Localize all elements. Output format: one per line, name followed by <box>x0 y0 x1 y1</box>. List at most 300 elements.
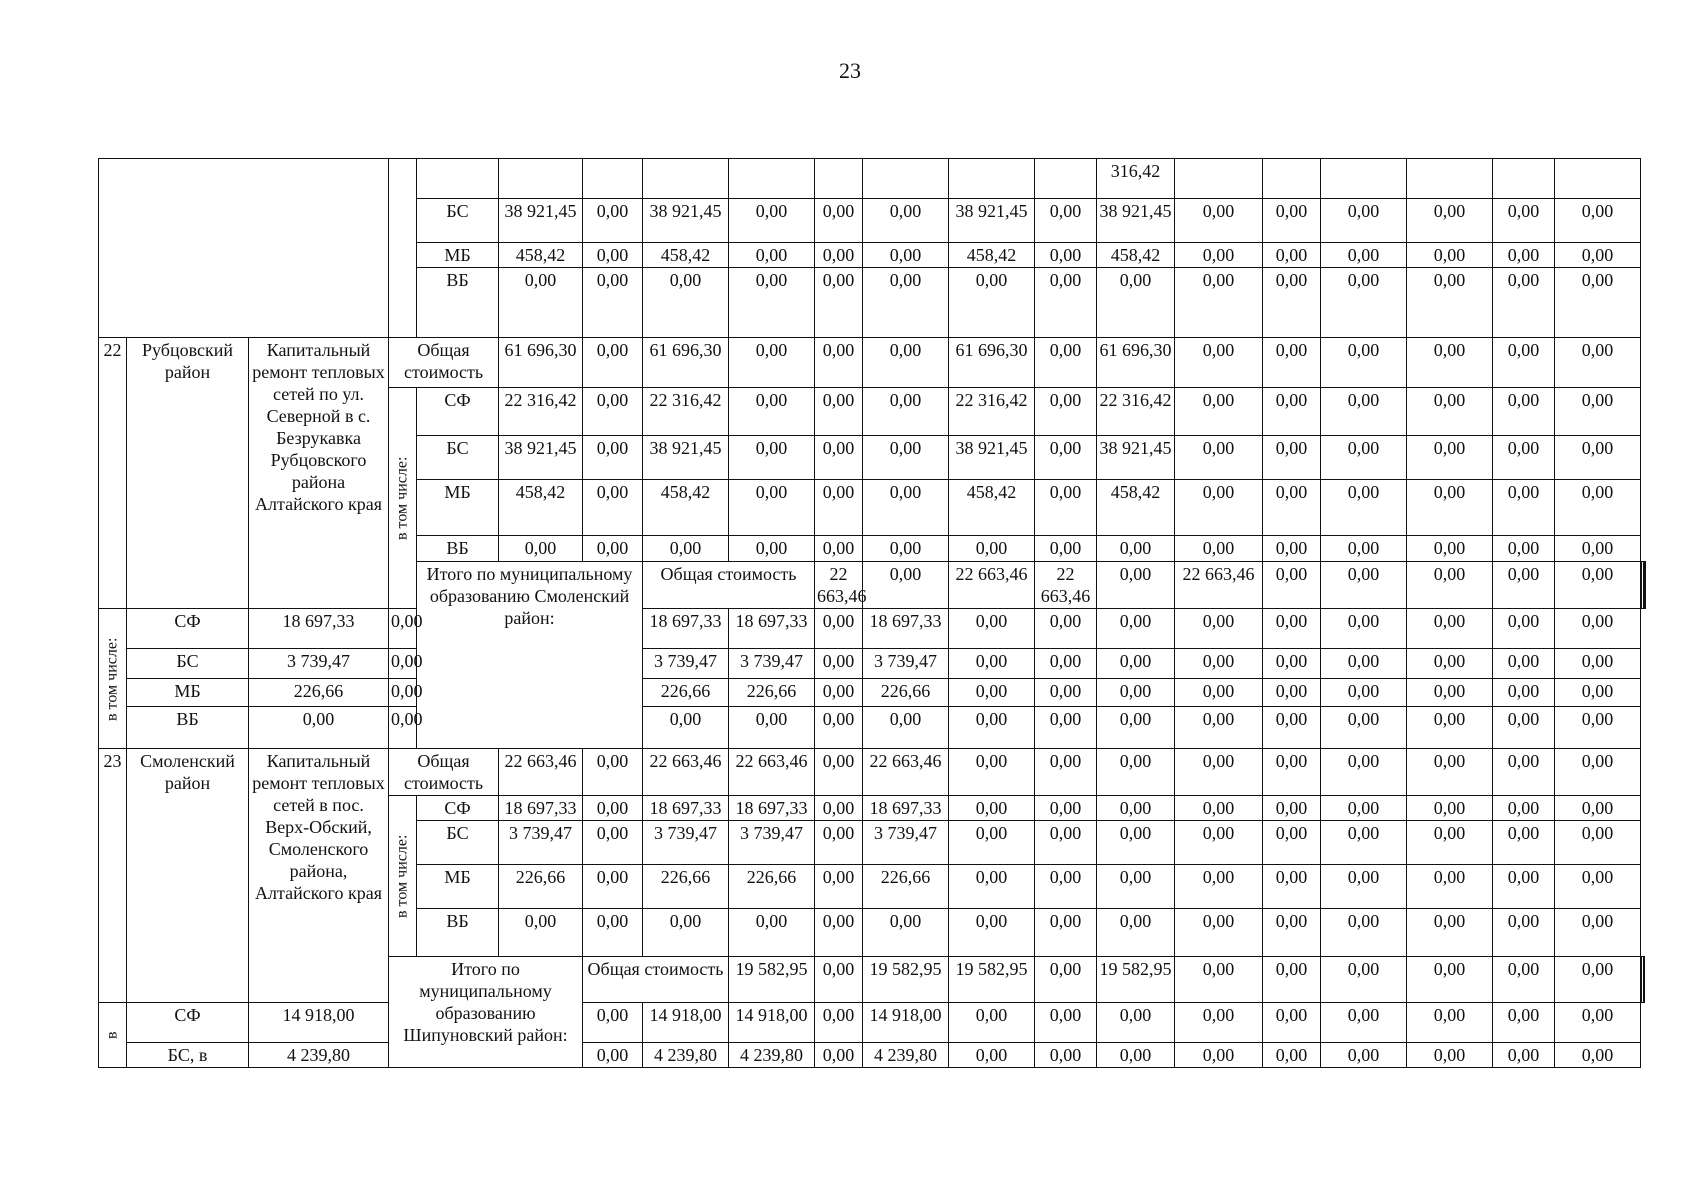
table-cell: 0,00 <box>1493 865 1555 909</box>
total-cost-label: Общая стоимость <box>389 338 499 388</box>
table-cell: 0,00 <box>1097 821 1175 865</box>
table-cell: 458,42 <box>949 480 1035 536</box>
table-cell: 0,00 <box>1035 1003 1097 1043</box>
district-name: Смоленский район <box>127 749 249 1003</box>
table-cell: 4 239,80 <box>863 1043 949 1068</box>
table-cell: 0,00 <box>815 649 863 679</box>
table-cell: 61 696,30 <box>499 338 583 388</box>
table-cell: 0,00 <box>1035 436 1097 480</box>
table-cell: 0,00 <box>1493 707 1555 749</box>
table-cell: 0,00 <box>1555 821 1641 865</box>
table-cell: 0,00 <box>815 536 863 562</box>
table-cell: 22 316,42 <box>499 388 583 436</box>
table-cell: 0,00 <box>1321 749 1407 796</box>
table-row <box>99 679 1646 707</box>
table-cell: 226,66 <box>643 679 729 707</box>
table-cell: 0,00 <box>1407 436 1493 480</box>
table-cell: 0,00 <box>1263 1003 1321 1043</box>
table-cell: 458,42 <box>1097 480 1175 536</box>
table-cell: 0,00 <box>583 199 643 243</box>
object-name: Капитальный ремонт тепловых сетей в пос. Верх-Обский, Смоленского района, Алтайского края <box>249 749 389 1003</box>
table-cell: 0,00 <box>1097 796 1175 821</box>
funding-source-label: ВБ <box>417 268 499 338</box>
table-cell: 0,00 <box>1097 707 1175 749</box>
table-cell: 226,66 <box>729 865 815 909</box>
table-cell: 0,00 <box>949 268 1035 338</box>
table-cell: 0,00 <box>1175 749 1263 796</box>
table-cell: 0,00 <box>815 1043 863 1068</box>
table-cell: 18 697,33 <box>863 609 949 649</box>
table-cell: 0,00 <box>1407 562 1493 609</box>
table-cell: 0,00 <box>1407 707 1493 749</box>
table-cell: 0,00 <box>1175 436 1263 480</box>
table-cell: 458,42 <box>1097 243 1175 268</box>
table-cell: 0,00 <box>1321 609 1407 649</box>
table-cell: 0,00 <box>1321 243 1407 268</box>
table-cell: 0,00 <box>1493 268 1555 338</box>
row-number: 22 <box>99 338 127 609</box>
table-cell: 0,00 <box>863 338 949 388</box>
table-cell: 18 697,33 <box>499 796 583 821</box>
table-cell: 0,00 <box>583 821 643 865</box>
table-cell: 0,00 <box>499 268 583 338</box>
table-cell: 19 582,95 <box>863 957 949 1003</box>
table-cell: 0,00 <box>863 562 949 609</box>
table-cell: 0,00 <box>1321 480 1407 536</box>
table-cell: 0,00 <box>1263 865 1321 909</box>
table-cell: 18 697,33 <box>643 796 729 821</box>
table-cell: 0,00 <box>1263 199 1321 243</box>
table-cell: 0,00 <box>729 909 815 957</box>
table-cell: 0,00 <box>1321 957 1407 1003</box>
table-cell: 0,00 <box>1555 865 1641 909</box>
table-cell: 22 663,46 <box>1175 562 1263 609</box>
object-name: Капитальный ремонт тепловых сетей по ул. Северной в с. Безрукавка Рубцовского района Алтайского края <box>249 338 389 609</box>
table-cell: 22 316,42 <box>1097 388 1175 436</box>
district-name: Рубцовский район <box>127 338 249 609</box>
table-cell: 0,00 <box>643 909 729 957</box>
table-cell: 0,00 <box>1321 199 1407 243</box>
table-cell: 0,00 <box>1321 649 1407 679</box>
table-cell: 0,00 <box>583 1043 643 1068</box>
table-cell: 22 663,46 <box>643 749 729 796</box>
table-cell: 3 739,47 <box>643 821 729 865</box>
table-cell: 0,00 <box>1407 536 1493 562</box>
including-label: в том числе: <box>389 796 417 957</box>
table-cell: 0,00 <box>583 796 643 821</box>
table-cell: 3 739,47 <box>249 649 389 679</box>
table-cell: 22 663,46 <box>729 749 815 796</box>
table-cell: 0,00 <box>815 1003 863 1043</box>
funding-source-label: СФ <box>417 796 499 821</box>
table-cell: 0,00 <box>1263 243 1321 268</box>
table-cell: 0,00 <box>1263 909 1321 957</box>
table-cell: 0,00 <box>1263 821 1321 865</box>
table-cell: 0,00 <box>1263 707 1321 749</box>
blank-cell <box>99 159 389 338</box>
table-cell: 0,00 <box>1321 679 1407 707</box>
table-cell: 0,00 <box>1321 268 1407 338</box>
funding-source-label: СФ <box>127 609 249 649</box>
table-cell: 0,00 <box>1321 909 1407 957</box>
row-number: 23 <box>99 749 127 1003</box>
table-cell: 18 697,33 <box>729 796 815 821</box>
table-cell: 0,00 <box>815 388 863 436</box>
table-cell: 22 316,42 <box>643 388 729 436</box>
table-cell: 0,00 <box>643 268 729 338</box>
table-cell: 0,00 <box>583 338 643 388</box>
table-cell: 0,00 <box>863 909 949 957</box>
table-cell: 4 239,80 <box>729 1043 815 1068</box>
table-cell: 0,00 <box>815 199 863 243</box>
table-cell: 0,00 <box>815 679 863 707</box>
table-cell: 38 921,45 <box>499 199 583 243</box>
table-cell: 0,00 <box>1035 749 1097 796</box>
table-cell: 0,00 <box>1555 707 1641 749</box>
table-cell: 0,00 <box>1407 338 1493 388</box>
table-cell: 22 663,46 <box>1035 562 1097 609</box>
table-cell: 0,00 <box>863 243 949 268</box>
table-cell: 0,00 <box>1097 865 1175 909</box>
table-cell: 0,00 <box>1407 480 1493 536</box>
table-cell: 0,00 <box>643 536 729 562</box>
subtotal-title: Итого по муниципальному образованию Смоленский район: <box>417 562 643 749</box>
table-cell: 38 921,45 <box>1097 436 1175 480</box>
table-cell: 0,00 <box>1035 821 1097 865</box>
table-cell: 0,00 <box>1175 1043 1263 1068</box>
table-cell: 38 921,45 <box>949 436 1035 480</box>
table-cell: 0,00 <box>949 865 1035 909</box>
table-cell: 0,00 <box>1493 562 1555 609</box>
table-cell: 226,66 <box>729 679 815 707</box>
funding-source-label: БС <box>417 436 499 480</box>
table-cell: 0,00 <box>1407 796 1493 821</box>
table-cell: 0,00 <box>1097 609 1175 649</box>
table-cell: 0,00 <box>1555 1003 1641 1043</box>
table-cell: 0,00 <box>1555 1043 1641 1068</box>
table-cell: 0,00 <box>863 536 949 562</box>
table-cell: 0,00 <box>1555 649 1641 679</box>
table-cell: 0,00 <box>1555 536 1641 562</box>
table-cell: 0,00 <box>1493 649 1555 679</box>
table-cell: 458,42 <box>643 480 729 536</box>
table-cell: 19 582,95 <box>729 957 815 1003</box>
table-cell: 0,00 <box>1407 865 1493 909</box>
table-cell: 0,00 <box>729 536 815 562</box>
table-cell: 0,00 <box>1493 199 1555 243</box>
table-row-22-total <box>99 338 1646 388</box>
table-cell: 0,00 <box>1175 707 1263 749</box>
table-cell: 0,00 <box>863 436 949 480</box>
table-cell: 0,00 <box>1175 536 1263 562</box>
table-cell: 0,00 <box>1263 536 1321 562</box>
funding-source-label: БС <box>127 649 249 679</box>
table-cell: 0,00 <box>1407 821 1493 865</box>
table-cell: 0,00 <box>583 749 643 796</box>
table-cell: 0,00 <box>815 909 863 957</box>
table-cell: 0,00 <box>1493 609 1555 649</box>
table-cell: 0,00 <box>1407 749 1493 796</box>
table-cell: 0,00 <box>1493 536 1555 562</box>
table-cell: 22 663,46 <box>949 562 1035 609</box>
table-row <box>99 1043 1646 1068</box>
table-cell: 0,00 <box>949 609 1035 649</box>
table-cell: 0,00 <box>1321 1003 1407 1043</box>
table-cell: 0,00 <box>1035 388 1097 436</box>
table-cell: 316,42 <box>1097 159 1175 199</box>
including-label: в том числе: <box>99 609 127 749</box>
table-row <box>99 1003 1646 1043</box>
table-cell: 14 918,00 <box>643 1003 729 1043</box>
table-cell: 0,00 <box>815 796 863 821</box>
table-cell <box>1643 957 1644 1003</box>
table-cell: 0,00 <box>1407 649 1493 679</box>
table-cell: 0,00 <box>1175 649 1263 679</box>
table-cell: 0,00 <box>1555 436 1641 480</box>
table-cell: 0,00 <box>1263 268 1321 338</box>
funding-source-label: ВБ <box>417 909 499 957</box>
table-cell: 0,00 <box>1493 957 1555 1003</box>
table-cell: 0,00 <box>1321 1043 1407 1068</box>
funding-source-label: МБ <box>417 865 499 909</box>
table-cell: 0,00 <box>249 707 389 749</box>
table-cell: 0,00 <box>1263 1043 1321 1068</box>
funding-source-label: БС <box>417 821 499 865</box>
table-cell: 19 582,95 <box>1097 957 1175 1003</box>
table-cell: 0,00 <box>729 268 815 338</box>
table-cell: 0,00 <box>949 679 1035 707</box>
table-cell: 0,00 <box>1493 243 1555 268</box>
table-cell: 226,66 <box>643 865 729 909</box>
table-cell: 0,00 <box>1035 796 1097 821</box>
budget-table <box>98 158 1646 1068</box>
table-cell: 0,00 <box>1035 909 1097 957</box>
table-cell: 0,00 <box>815 480 863 536</box>
table-cell: 4 239,80 <box>643 1043 729 1068</box>
table-cell: 0,00 <box>1035 957 1097 1003</box>
table-cell: 0,00 <box>729 436 815 480</box>
table-cell: 3 739,47 <box>729 821 815 865</box>
table-cell: 0,00 <box>815 821 863 865</box>
table-cell: 0,00 <box>1321 796 1407 821</box>
table-cell: 0,00 <box>1035 609 1097 649</box>
table-cell: 0,00 <box>1035 679 1097 707</box>
table-cell: 0,00 <box>1175 338 1263 388</box>
table-cell: 0,00 <box>583 436 643 480</box>
table-cell: 0,00 <box>863 268 949 338</box>
table-cell: 3 739,47 <box>499 821 583 865</box>
table-cell: 0,00 <box>1263 649 1321 679</box>
table-cell: 0,00 <box>1175 268 1263 338</box>
total-cost-label: Общая стоимость <box>389 749 499 796</box>
table-cell: 0,00 <box>949 536 1035 562</box>
table-cell: 0,00 <box>1493 821 1555 865</box>
table-cell: 0,00 <box>1175 388 1263 436</box>
table-cell: 0,00 <box>1493 909 1555 957</box>
table-cell: 0,00 <box>1035 199 1097 243</box>
table-cell: 0,00 <box>1493 1003 1555 1043</box>
table-cell: 0,00 <box>949 1003 1035 1043</box>
table-cell: 3 739,47 <box>863 821 949 865</box>
table-cell: 0,00 <box>1407 268 1493 338</box>
table-cell: 0,00 <box>1555 562 1641 609</box>
table-cell: 0,00 <box>1175 1003 1263 1043</box>
table-cell: 0,00 <box>1097 679 1175 707</box>
table-cell: 0,00 <box>389 609 417 649</box>
total-cost-label: Общая стоимость <box>583 957 729 1003</box>
table-cell: 0,00 <box>815 957 863 1003</box>
table-cell: 0,00 <box>1407 199 1493 243</box>
table-cell: 0,00 <box>1493 436 1555 480</box>
table-cell: 0,00 <box>1263 338 1321 388</box>
table-cell: 0,00 <box>1555 749 1641 796</box>
table-cell: 0,00 <box>1097 536 1175 562</box>
table-cell: 0,00 <box>815 707 863 749</box>
table-cell: 0,00 <box>815 609 863 649</box>
table-cell: 0,00 <box>1407 679 1493 707</box>
table-cell: 0,00 <box>583 480 643 536</box>
table-cell: 0,00 <box>1493 1043 1555 1068</box>
table-cell: 0,00 <box>1493 749 1555 796</box>
table-cell: 0,00 <box>583 243 643 268</box>
table-cell: 0,00 <box>1493 338 1555 388</box>
table-cell: 0,00 <box>1175 609 1263 649</box>
table-cell: 38 921,45 <box>1097 199 1175 243</box>
table-cell: 226,66 <box>863 865 949 909</box>
table-cell: 0,00 <box>1035 243 1097 268</box>
table-cell: 38 921,45 <box>949 199 1035 243</box>
table-cell: 0,00 <box>1097 1043 1175 1068</box>
funding-source-label: ВБ <box>127 707 249 749</box>
funding-source-label: БС <box>417 199 499 243</box>
table-cell: 0,00 <box>949 649 1035 679</box>
table-cell: 226,66 <box>499 865 583 909</box>
table-cell: 0,00 <box>1321 388 1407 436</box>
table-cell <box>1644 562 1645 609</box>
table-cell: 3 739,47 <box>729 649 815 679</box>
table-cell: 0,00 <box>1035 1043 1097 1068</box>
table-cell: 0,00 <box>1097 649 1175 679</box>
table-cell: 61 696,30 <box>643 338 729 388</box>
including-label: в том числе: <box>389 388 417 609</box>
table-cell: 0,00 <box>1555 480 1641 536</box>
table-cell: 458,42 <box>499 243 583 268</box>
table-cell: 0,00 <box>1555 679 1641 707</box>
table-cell: 0,00 <box>499 909 583 957</box>
table-cell: 18 697,33 <box>643 609 729 649</box>
table-cell: 22 663,46 <box>499 749 583 796</box>
funding-source-label: ВБ <box>417 536 499 562</box>
table-cell: 0,00 <box>1407 957 1493 1003</box>
table-cell: 0,00 <box>1263 679 1321 707</box>
table-cell: 0,00 <box>1175 679 1263 707</box>
table-cell: 458,42 <box>949 243 1035 268</box>
table-cell: 0,00 <box>815 268 863 338</box>
table-cell: 38 921,45 <box>643 436 729 480</box>
table-cell: 0,00 <box>583 909 643 957</box>
including-label: в <box>99 1003 127 1068</box>
table-cell: 0,00 <box>1493 679 1555 707</box>
table-cell: 0,00 <box>949 1043 1035 1068</box>
table-cell: 0,00 <box>1097 1003 1175 1043</box>
table-cell: 0,00 <box>1407 1043 1493 1068</box>
table-cell: 0,00 <box>1555 796 1641 821</box>
table-cell: 18 697,33 <box>729 609 815 649</box>
table-cell: 0,00 <box>1263 749 1321 796</box>
table-row-23-total <box>99 749 1646 796</box>
table-cell: 0,00 <box>1407 909 1493 957</box>
table-cell: 0,00 <box>1097 749 1175 796</box>
table-cell: 0,00 <box>1175 796 1263 821</box>
table-cell: 0,00 <box>1555 338 1641 388</box>
table-cell: 0,00 <box>389 649 417 679</box>
table-cell: 0,00 <box>949 749 1035 796</box>
table-cell: 0,00 <box>1175 865 1263 909</box>
table-cell: 0,00 <box>949 796 1035 821</box>
table-cell: 0,00 <box>949 909 1035 957</box>
table-cell: 0,00 <box>1321 436 1407 480</box>
table-cell: 0,00 <box>1263 436 1321 480</box>
table-cell: 22 316,42 <box>949 388 1035 436</box>
table-cell: 0,00 <box>1175 243 1263 268</box>
table-cell: 0,00 <box>1321 707 1407 749</box>
table-cell: 226,66 <box>863 679 949 707</box>
table-cell: 0,00 <box>389 707 417 749</box>
table-cell: 0,00 <box>1175 957 1263 1003</box>
table-cell: 0,00 <box>1175 480 1263 536</box>
table-cell: 0,00 <box>1555 957 1641 1003</box>
table-cell: 0,00 <box>729 388 815 436</box>
table-cell: 0,00 <box>1493 480 1555 536</box>
table-cell: 22 663,46 <box>815 562 863 609</box>
funding-source-label: МБ <box>417 480 499 536</box>
table-cell: 0,00 <box>729 199 815 243</box>
table-cell: 0,00 <box>643 707 729 749</box>
table-cell: 0,00 <box>1263 957 1321 1003</box>
table-cell: 0,00 <box>863 199 949 243</box>
table-cell: 0,00 <box>1407 388 1493 436</box>
table-cell: 0,00 <box>1035 707 1097 749</box>
table-cell: 0,00 <box>1321 562 1407 609</box>
table-cell: 0,00 <box>1321 338 1407 388</box>
table-cell: 0,00 <box>583 536 643 562</box>
table-cell: 14 918,00 <box>729 1003 815 1043</box>
table-cell: 0,00 <box>1097 562 1175 609</box>
table-cell: 0,00 <box>1407 609 1493 649</box>
table-cell: 0,00 <box>1035 865 1097 909</box>
table-cell: 0,00 <box>1175 909 1263 957</box>
table-cell: 0,00 <box>1493 388 1555 436</box>
table-cell: 0,00 <box>1035 268 1097 338</box>
table-cell: 0,00 <box>1035 338 1097 388</box>
table-cell: 0,00 <box>729 707 815 749</box>
funding-source-label: БС, в <box>127 1043 249 1068</box>
table-cell: 0,00 <box>1035 480 1097 536</box>
table-cell: 38 921,45 <box>643 199 729 243</box>
table-cell: 0,00 <box>1097 268 1175 338</box>
table-cell: 0,00 <box>1263 388 1321 436</box>
table-cell: 0,00 <box>1407 1003 1493 1043</box>
table-cell: 0,00 <box>1263 609 1321 649</box>
table-cell: 22 663,46 <box>863 749 949 796</box>
subtotal-title: Итого по муниципальному образованию Шипуновский район: <box>389 957 583 1068</box>
total-cost-label: Общая стоимость <box>643 562 815 609</box>
table-cell: 0,00 <box>863 388 949 436</box>
table-cell: 0,00 <box>949 707 1035 749</box>
table-cell: 38 921,45 <box>499 436 583 480</box>
table-cell: 0,00 <box>1175 821 1263 865</box>
table-cell: 0,00 <box>1493 796 1555 821</box>
